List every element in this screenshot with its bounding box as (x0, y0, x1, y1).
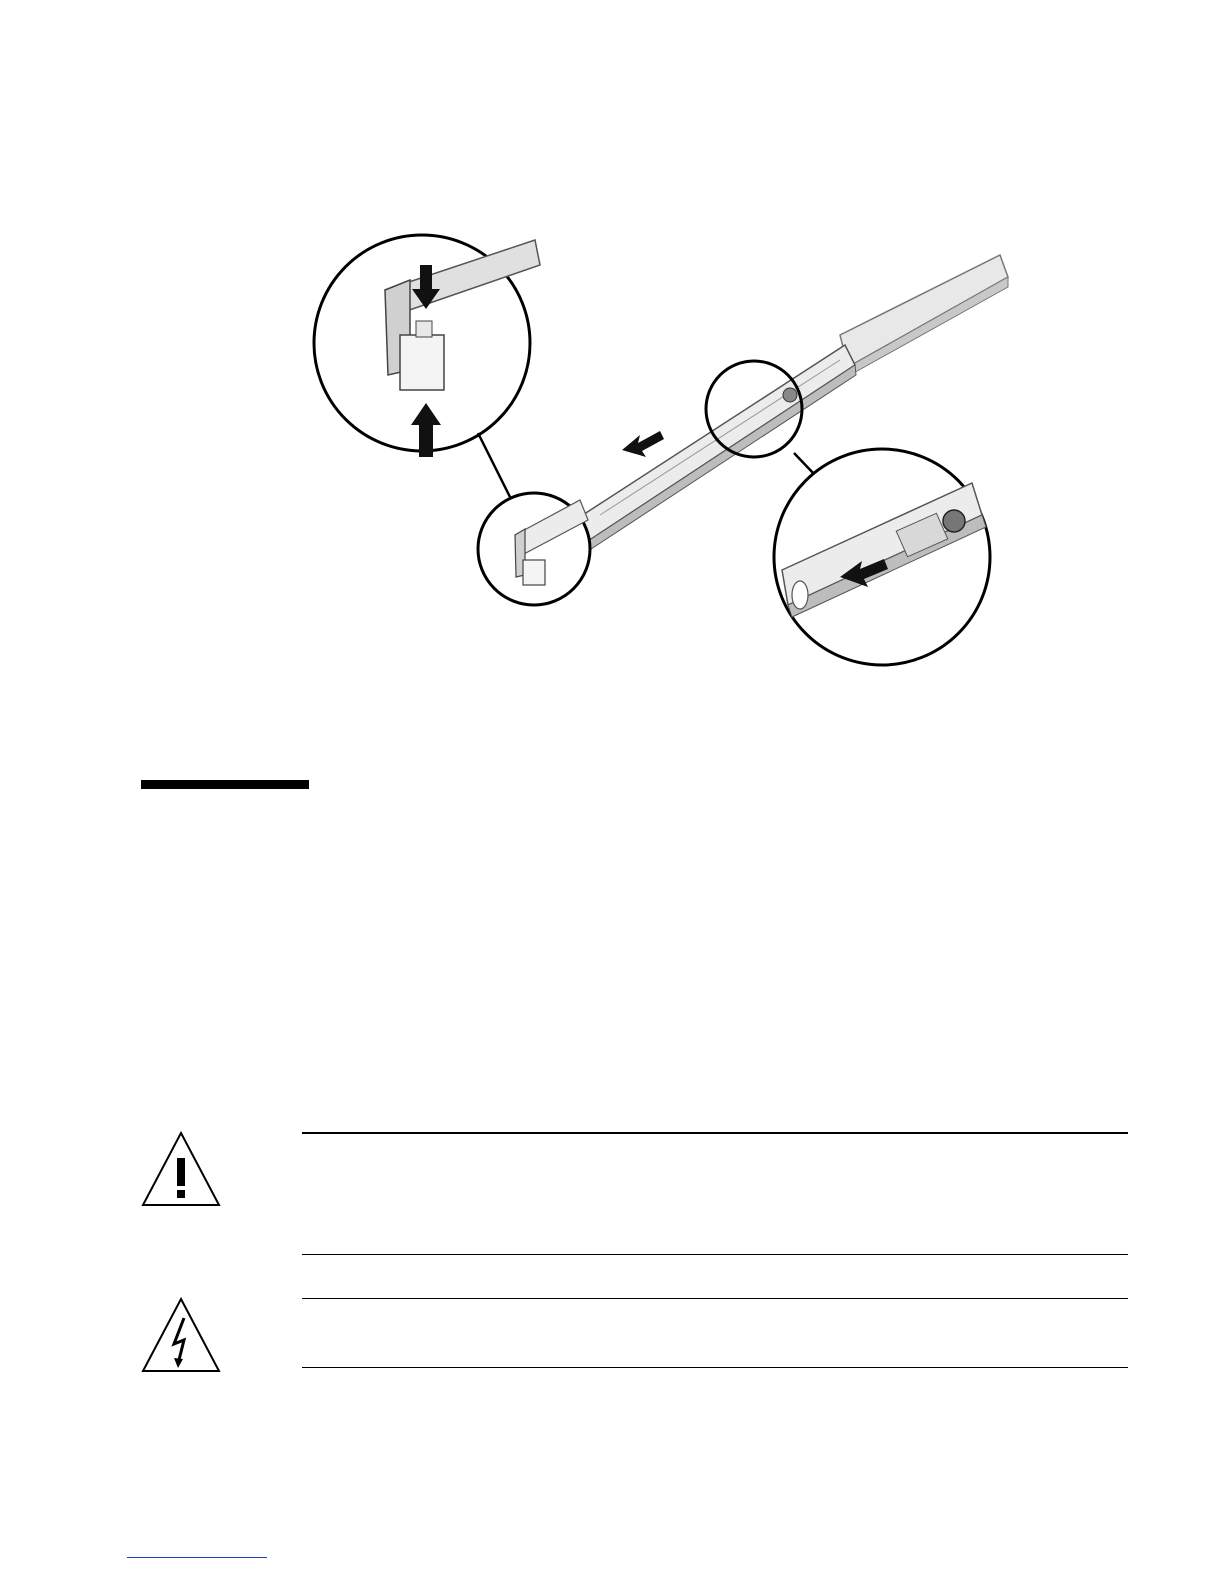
hazard-bottom-rule (302, 1367, 1128, 1368)
section-heading-rule (141, 780, 309, 789)
caution-top-rule (302, 1132, 1128, 1134)
rail-illustration (300, 225, 1020, 675)
slide-direction-arrow-icon (622, 431, 664, 457)
footer-link-rule[interactable] (127, 1557, 267, 1558)
caution-exclamation-icon (140, 1130, 222, 1208)
hazard-top-rule (302, 1298, 1128, 1299)
caution-bottom-rule (302, 1254, 1128, 1255)
rail-end-bracket-detail (314, 235, 540, 497)
electrical-hazard-icon (140, 1296, 222, 1374)
rail-outer-segment (840, 255, 1008, 375)
rail-end-callout (478, 493, 590, 605)
rail-release-tab-detail (774, 449, 990, 665)
